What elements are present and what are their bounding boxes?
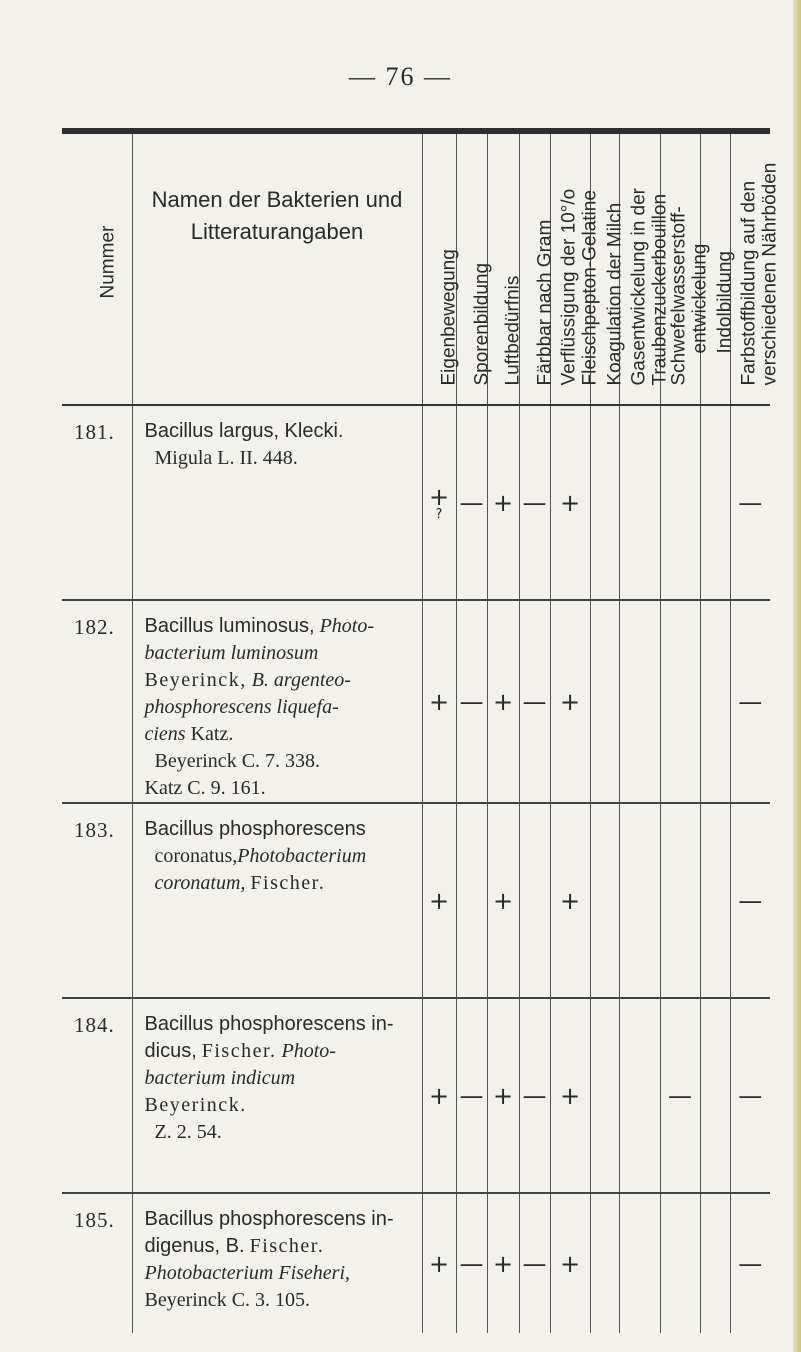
mark-indolbildung [700, 600, 730, 803]
bacteria-table [62, 134, 781, 1333]
mark-gasentwickelung [619, 998, 660, 1193]
mark-farbstoffbildung: — [730, 1193, 770, 1333]
bacterium-name: Bacillus phosphorescens in- dicus, Fischer. Photo- bacterium indicum Beyerinck. Z. 2. 54. [132, 998, 422, 1193]
mark-indolbildung [700, 998, 730, 1193]
page-number: — 76 — [349, 62, 452, 91]
mark-koagulation [590, 1193, 619, 1333]
header-namen: Namen der Bakterien und Litteraturangaben [132, 134, 422, 405]
mark-eigenbewegung: + [422, 803, 456, 998]
mark-farbstoffbildung: — [730, 803, 770, 998]
mark-gasentwickelung [619, 405, 660, 600]
header-gram: Färbbar nach Gram [519, 134, 550, 405]
header-indolbildung: Indolbildung [700, 134, 730, 405]
mark-eigenbewegung: + [422, 998, 456, 1193]
header-eigenbewegung: Eigenbewegung [422, 134, 456, 405]
mark-luftbeduerfnis: + [487, 1193, 519, 1333]
table-row [62, 1193, 770, 1333]
mark-gram: — [519, 1193, 550, 1333]
header-nummer: Nummer [62, 134, 132, 405]
mark-gram: — [519, 998, 550, 1193]
mark-gram: — [519, 600, 550, 803]
header-verfluessigung: Verflüssigung der 10°/o Fleischpepton-Gelatine [550, 134, 590, 405]
mark-gasentwickelung [619, 1193, 660, 1333]
mark-verfluessigung: + [550, 1193, 590, 1333]
mark-koagulation [590, 998, 619, 1193]
mark-koagulation [590, 405, 619, 600]
bacterium-name: Bacillus phosphorescens in- digenus, B. Fischer. Photobacterium Fiseheri, Beyerinck C. 3. 105. [132, 1193, 422, 1333]
table-row [62, 600, 770, 803]
mark-verfluessigung: + [550, 998, 590, 1193]
header-koagulation: Koagulation der Milch [590, 134, 619, 405]
mark-farbstoffbildung: — [730, 405, 770, 600]
bacterium-name: Bacillus largus, Klecki. Migula L. II. 448. [132, 405, 422, 600]
mark-verfluessigung: + [550, 803, 590, 998]
mark-koagulation [590, 803, 619, 998]
row-number: 182. [62, 600, 132, 803]
mark-farbstoffbildung: — [730, 600, 770, 803]
mark-koagulation [590, 600, 619, 803]
mark-verfluessigung: + [550, 405, 590, 600]
mark-verfluessigung: + [550, 600, 590, 803]
header-sporenbildung: Sporenbildung [456, 134, 487, 405]
bacterium-name: Bacillus phosphorescens coronatus,Photobacterium coronatum, Fischer. [132, 803, 422, 998]
mark-luftbeduerfnis: + [487, 405, 519, 600]
mark-eigenbewegung: + [422, 600, 456, 803]
mark-gasentwickelung [619, 803, 660, 998]
mark-luftbeduerfnis: + [487, 600, 519, 803]
mark-luftbeduerfnis: + [487, 998, 519, 1193]
table-row [62, 405, 770, 600]
mark-schwefelwasserstoff: — [660, 998, 700, 1193]
mark-indolbildung [700, 1193, 730, 1333]
mark-schwefelwasserstoff [660, 405, 700, 600]
row-number: 184. [62, 998, 132, 1193]
mark-indolbildung [700, 803, 730, 998]
mark-indolbildung [700, 405, 730, 600]
mark-sporenbildung [456, 803, 487, 998]
mark-eigenbewegung: + ? [422, 405, 456, 600]
table-header-row [62, 134, 770, 405]
mark-sporenbildung: — [456, 600, 487, 803]
mark-sporenbildung: — [456, 405, 487, 600]
mark-luftbeduerfnis: + [487, 803, 519, 998]
header-luftbeduerfnis: Luftbedürfnis [487, 134, 519, 405]
row-number: 181. [74, 420, 115, 444]
mark-gram [519, 803, 550, 998]
mark-eigenbewegung: + [422, 1193, 456, 1333]
row-number: 183. [62, 803, 132, 998]
mark-schwefelwasserstoff [660, 803, 700, 998]
row-number: 185. [62, 1193, 132, 1333]
mark-farbstoffbildung: — [730, 998, 770, 1193]
mark-sporenbildung: — [456, 998, 487, 1193]
mark-gram: — [519, 405, 550, 600]
table-row [62, 803, 770, 998]
mark-schwefelwasserstoff [660, 1193, 700, 1333]
header-gasentwickelung: Gasentwickelung in der Traubenzuckerbouillon [619, 134, 660, 405]
mark-sporenbildung: — [456, 1193, 487, 1333]
mark-gasentwickelung [619, 600, 660, 803]
bacterium-name: Bacillus luminosus, Photo- bacterium luminosum Beyerinck, B. argenteo- phosphorescens liquefa- ciens Katz. Beyerinck C. 7. 338. Katz C. 9. 161. [132, 600, 422, 803]
header-schwefelwasserstoff: Schwefelwasserstoff- entwickelung [660, 134, 700, 405]
mark-schwefelwasserstoff [660, 600, 700, 803]
table-row [62, 998, 770, 1193]
header-farbstoffbildung: Farbstoffbildung auf den verschiedenen Nährböden [730, 134, 770, 405]
page-edge [793, 0, 801, 1352]
